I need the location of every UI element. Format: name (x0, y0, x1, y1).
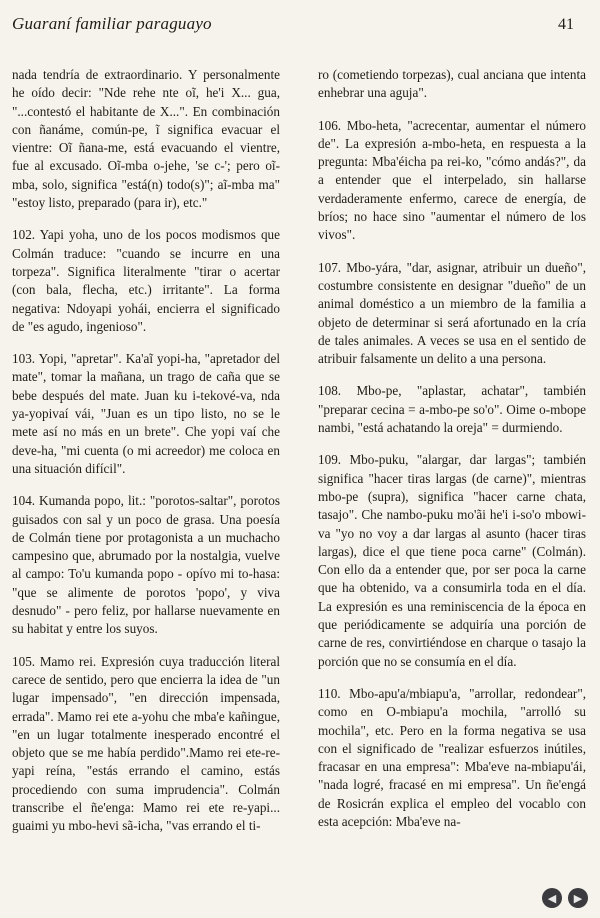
entry-103: 103. Yopi, "apretar". Ka'aĩ yopi-ha, "apretador del mate", tomar la mañana, un trago de caña que se bebe después del mate. Juan ku i-tekové-va, nda ya-yopivaí vái, "Juan es un tipo listo, no se le mete así no más en un brete". Che yopi vaí che deve-ha, "mi cuenta (o mi acreedor) me coloca en una situación difícil". (12, 351, 280, 476)
entry-107: 107. Mbo-yára, "dar, asignar, atribuir un dueño", costumbre consistente en designar "dueño" de un animal doméstico a un miembro de la familia a objeto de determinar si será afortunado en la cría de tales animales. A veces se usa en el sentido de atribuir falsamente un delito a una persona. (318, 259, 586, 367)
entry-110: 110. Mbo-apu'a/mbiapu'a, "arrollar, redondear", como en O-mbiapu'a mochila, "arrolló su mochila", etc. Pero en la forma negativa se usa con el significado de "realizar esfuerzos inútiles, fracasar en una empresa": Mba'eve na-mbiapu'ái, "nada logré, fracasé en mi empresa". Un ñe'engá de Rosicrán explica el empleo del vocablo con esta acepción: Mba'eve na- (318, 685, 586, 829)
previous-page-button[interactable] (542, 888, 562, 908)
entry-104: 104. Kumanda popo, lit.: "porotos-saltar", porotos guisados con sal y un poco de grasa. Una poesía de Colmán tiene por protagonista a un muchacho campesino que, abrumado por la nostalgia, vuelve al campo: To'u kumanda popo - opívo mi to-hasa: "que se alimente de porotos 'popo', y viva desnudo" - pero feliz, por hallarse nuevamente en su habitat y entre los suyos. (12, 493, 280, 637)
entry-102: 102. Yapi yoha, uno de los pocos modismos que Colmán traduce: "cuando se incurre en una torpeza". Significa literalmente "tirar o acertar (con bala, flecha, etc.) irritante". La forma negativa: Ndoyapi yohái, encierra el significado de "es agudo, ingenioso". (12, 227, 280, 334)
right-column (318, 66, 586, 845)
paragraph-continuation: nada tendría de extraordinario. Y personalmente he oído decir: "Nde rehe nte oĩ, he'i X... gua, "...contestó el habitante de X...". En combinación con ñanáme, común-pe, ĩ significa evacuar el vientre: Oĩ ñana-me, está evacuando el vientre, fue al excusado. Oĩ-mba o-jehe, 'se c-'; pero oĩ-mba, solo, significa "está(n) todo(s)"; aĩ-mba ma" "estoy listo, preparado (para ir), etc." (12, 67, 280, 211)
next-page-button[interactable] (568, 888, 588, 908)
entry-106: 106. Mbo-heta, "acrecentar, aumentar el número de". La expresión a-mbo-heta, en respuesta a la pregunta: Mba'éicha pa rei-ko, "cómo andás?", da a entender que el interpelado, sin hallarse verdaderamente enfermo, carece de energía, de bríos; no hace sino "aumentar el número de los vivos". (318, 117, 586, 243)
entry-108: 108. Mbo-pe, "aplastar, achatar", también "preparar cecina = a-mbo-pe so'o". Oime o-mbope nambi, "está achatando la oreja" = durmiendo. (318, 383, 586, 436)
page-navigation (542, 888, 588, 908)
page-number: 41 (558, 16, 574, 33)
running-head: Guaraní familiar paraguayo (12, 14, 212, 33)
entry-105: 105. Mamo rei. Expresión cuya traducción literal carece de sentido, pero que encierra la idea de "un lugar impensado", "en dirección impensada, errada". Mamo rei ete a-yohu che mba'e kañingue, "en un lugar totalmente inesperado encontré el objeto que se me había perdido".Mamo rei ete-re-yapi reína, "estás errando el camino, estás procediendo con suma imprudencia". Colmán transcribe el ñe'enga: Mamo rei ete re-yapi... guaimi yu mbo-hevi sã-icha, "vas errando el ti- (12, 653, 280, 834)
entry-105-continuation: ro (cometiendo torpezas), cual anciana que intenta enhebrar una aguja". (318, 67, 586, 101)
left-column (12, 66, 280, 850)
arrow-right-icon: ▶ (573, 891, 583, 905)
arrow-left-icon: ◀ (547, 891, 557, 905)
entry-109: 109. Mbo-puku, "alargar, dar largas"; también significa "hacer tiras largas (de carne)", mientras mbo-pe (supra), significa "hacer carne chata, tasajo". Che nambo-puku mo'ãi he'i i-so'o mbowi-va "yo no voy a dar largas al asunto (hacer tiras largas), dice el que tiene poca carne" (Colmán). Con ello da a entender que, por ser poca la carne que ha obtenido, va a consumirla toda en el día. La expresión es una reminiscencia de la época en que periódicamente se adquiría una porción de carne de res, convirtiéndose en charque o tasajo la porción que no se consumía en el día. (318, 452, 586, 669)
